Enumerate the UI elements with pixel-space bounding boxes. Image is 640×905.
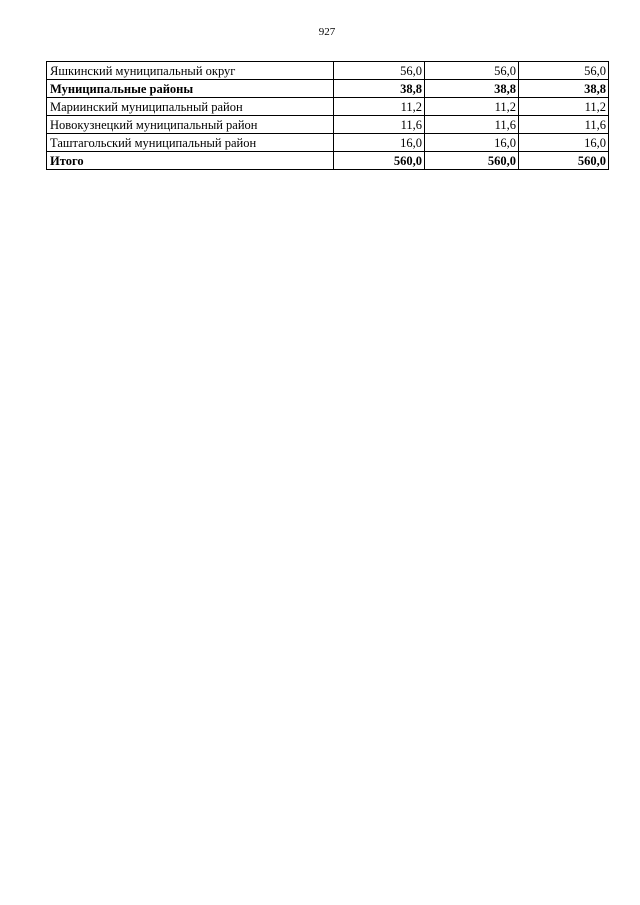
table-row-subtotal [47, 80, 609, 98]
table-row [47, 98, 609, 116]
row-value-2: 11,6 [425, 116, 519, 134]
row-value-2: 38,8 [425, 80, 519, 98]
row-name: Итого [47, 152, 334, 170]
row-value-3: 11,6 [519, 116, 609, 134]
row-name: Яшкинский муниципальный округ [47, 62, 334, 80]
table-row-total [47, 152, 609, 170]
row-name: Мариинский муниципальный район [47, 98, 334, 116]
row-value-3: 56,0 [519, 62, 609, 80]
table-row [47, 134, 609, 152]
row-name: Новокузнецкий муниципальный район [47, 116, 334, 134]
table-row [47, 62, 609, 80]
allocation-table [46, 61, 609, 170]
row-value-1: 38,8 [334, 80, 425, 98]
row-value-1: 56,0 [334, 62, 425, 80]
row-value-2: 560,0 [425, 152, 519, 170]
row-name: Муниципальные районы [47, 80, 334, 98]
table-row [47, 116, 609, 134]
row-value-2: 16,0 [425, 134, 519, 152]
row-value-1: 11,2 [334, 98, 425, 116]
row-value-3: 38,8 [519, 80, 609, 98]
row-value-1: 16,0 [334, 134, 425, 152]
row-value-1: 560,0 [334, 152, 425, 170]
row-value-3: 16,0 [519, 134, 609, 152]
row-value-3: 560,0 [519, 152, 609, 170]
row-value-2: 56,0 [425, 62, 519, 80]
row-name: Таштагольский муниципальный район [47, 134, 334, 152]
row-value-3: 11,2 [519, 98, 609, 116]
page-number: 927 [318, 26, 336, 38]
row-value-2: 11,2 [425, 98, 519, 116]
row-value-1: 11,6 [334, 116, 425, 134]
